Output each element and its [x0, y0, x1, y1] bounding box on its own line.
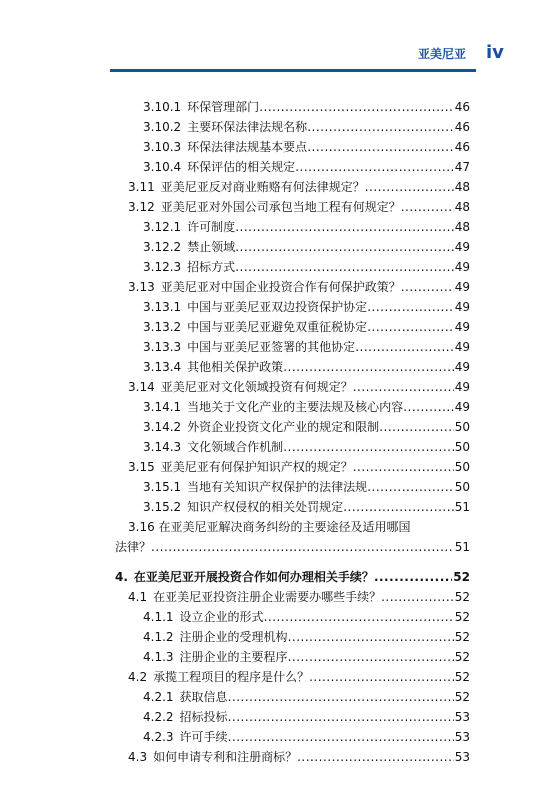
toc-entry[interactable] — [128, 517, 411, 537]
toc-entry-page: 51 — [454, 540, 470, 554]
toc-entry-continuation[interactable] — [115, 537, 470, 557]
toc-entry-title: 设立企业的形式 — [179, 610, 264, 624]
dot-leader — [374, 567, 452, 587]
toc-entry-title: 许可制度 — [187, 220, 236, 234]
toc-entry-page: 48 — [454, 220, 470, 234]
toc-entry[interactable] — [128, 377, 470, 397]
toc-entry-title: 中国与亚美尼亚避免双重征税协定 — [187, 320, 368, 334]
toc-entry-title: 获取信息 — [179, 690, 228, 704]
dot-leader — [295, 157, 454, 177]
toc-entry-number: 4.2 — [128, 670, 148, 684]
dot-leader — [235, 257, 454, 277]
toc-entry-page: 48 — [454, 200, 470, 214]
toc-entry-page: 49 — [454, 240, 470, 254]
toc-entry-title: 知识产权侵权的相关处罚规定 — [187, 500, 344, 514]
dot-leader — [235, 217, 454, 237]
toc-entry-title: 招标方式 — [187, 260, 236, 274]
dot-leader — [379, 417, 454, 437]
toc-entry-number: 3.10.1 — [143, 100, 182, 114]
toc-entry-page: 46 — [454, 100, 470, 114]
dot-leader — [264, 607, 454, 627]
toc-entry-page: 52 — [453, 570, 470, 584]
toc-entry-title: 亚美尼亚对中国企业投资合作有何保护政策？ — [160, 280, 401, 294]
toc-entry-title: 招标投标 — [179, 710, 228, 724]
toc-entry-page: 52 — [454, 610, 470, 624]
toc-entry[interactable] — [143, 627, 470, 647]
toc-entry-page: 49 — [454, 340, 470, 354]
toc-entry[interactable] — [143, 727, 470, 747]
toc-entry-page: 52 — [454, 590, 470, 604]
toc-entry-title: 在亚美尼亚开展投资合作如何办理相关手续？ — [133, 570, 374, 584]
toc-entry-page: 49 — [454, 320, 470, 334]
toc-entry-number: 3.15 — [128, 460, 155, 474]
dot-leader — [259, 97, 454, 117]
toc-entry-page: 51 — [454, 500, 470, 514]
toc-entry-number: 4.2.3 — [143, 730, 174, 744]
toc-entry[interactable] — [143, 607, 470, 627]
toc-entry-number: 3.13.1 — [143, 300, 182, 314]
toc-entry-title: 注册企业的受理机构 — [179, 630, 288, 644]
toc-entry-page: 53 — [454, 730, 470, 744]
toc-entry-title: 亚美尼亚对文化领域投资有何规定？ — [160, 380, 353, 394]
toc-entry[interactable] — [128, 747, 470, 767]
dot-leader — [151, 537, 454, 557]
toc-entry-title: 承揽工程项目的程序是什么？ — [153, 670, 310, 684]
toc-entry-number: 4.1.2 — [143, 630, 174, 644]
toc-entry-title-continued: 法律？ — [115, 540, 152, 554]
toc-entry-title: 在亚美尼亚解决商务纠纷的主要途径及适用哪国 — [158, 520, 411, 534]
toc-entry-number: 3.12.1 — [143, 220, 182, 234]
toc-entry-page: 53 — [454, 710, 470, 724]
toc-entry[interactable] — [143, 417, 470, 437]
toc-entry[interactable] — [143, 687, 470, 707]
dot-leader — [309, 667, 454, 687]
toc-entry-number: 3.14.1 — [143, 400, 182, 414]
toc-entry-page: 52 — [454, 690, 470, 704]
toc-entry-number: 4.1.3 — [143, 650, 174, 664]
toc-entry-title: 注册企业的主要程序 — [179, 650, 288, 664]
toc-entry-title: 亚美尼亚有何保护知识产权的规定？ — [160, 460, 353, 474]
toc-entry-page: 49 — [454, 300, 470, 314]
toc-entry-number: 3.14 — [128, 380, 155, 394]
toc-entry[interactable] — [143, 337, 470, 357]
toc-entry-page: 49 — [454, 360, 470, 374]
toc-entry-page: 53 — [454, 750, 470, 764]
toc-entry[interactable] — [143, 437, 470, 457]
toc-entry-page: 46 — [454, 140, 470, 154]
toc-entry[interactable] — [128, 277, 470, 297]
toc-entry-page: 46 — [454, 120, 470, 134]
toc-entry-title: 许可手续 — [179, 730, 228, 744]
toc-entry[interactable] — [143, 157, 470, 177]
toc-entry-title: 当地有关知识产权保护的法律法规 — [187, 480, 368, 494]
toc-entry-title: 亚美尼亚对外国公司承包当地工程有何规定？ — [160, 200, 401, 214]
dot-leader — [297, 747, 454, 767]
dot-leader — [283, 357, 454, 377]
toc-entry-number: 3.10.3 — [143, 140, 182, 154]
toc-entry-title: 其他相关保护政策 — [187, 360, 284, 374]
dot-leader — [228, 707, 454, 727]
toc-entry-number: 3.10.2 — [143, 120, 182, 134]
toc-entry[interactable] — [143, 497, 470, 517]
toc-entry-number: 4.2.2 — [143, 710, 174, 724]
toc-entry-title: 在亚美尼亚投资注册企业需要办哪些手续？ — [153, 590, 382, 604]
dot-leader — [288, 647, 454, 667]
toc-entry-page: 49 — [454, 280, 470, 294]
toc-entry-number: 4. — [115, 570, 128, 584]
dot-leader — [381, 587, 454, 607]
toc-entry-page: 49 — [454, 380, 470, 394]
toc-entry-title: 中国与亚美尼亚双边投资保护协定 — [187, 300, 368, 314]
dot-leader — [288, 627, 454, 647]
toc-entry-number: 4.1.1 — [143, 610, 174, 624]
dot-leader — [367, 297, 454, 317]
toc-entry-number: 3.13.3 — [143, 340, 182, 354]
toc-entry[interactable] — [143, 137, 470, 157]
toc-entry[interactable] — [143, 397, 470, 417]
toc-entry-title: 环保管理部门 — [187, 100, 260, 114]
toc-entry-page: 50 — [454, 460, 470, 474]
toc-entry-number: 3.13 — [128, 280, 155, 294]
toc-entry-title: 文化领域合作机制 — [187, 440, 284, 454]
toc-entry-number: 3.13.2 — [143, 320, 182, 334]
toc-entry-number: 3.15.2 — [143, 500, 182, 514]
dot-leader — [355, 337, 454, 357]
dot-leader — [365, 177, 454, 197]
dot-leader — [228, 727, 454, 747]
toc-entry-page: 50 — [454, 480, 470, 494]
page-number: iv — [486, 42, 504, 63]
toc-entry-number: 3.14.2 — [143, 420, 182, 434]
toc-entry-title: 外资企业投资文化产业的规定和限制 — [187, 420, 380, 434]
toc-entry-number: 4.3 — [128, 750, 148, 764]
toc-entry-number: 3.13.4 — [143, 360, 182, 374]
toc-entry[interactable] — [143, 117, 470, 137]
toc-entry-page: 47 — [454, 160, 470, 174]
toc-entry[interactable] — [143, 237, 470, 257]
dot-leader — [353, 377, 454, 397]
toc-entry[interactable] — [128, 197, 470, 217]
dot-leader — [401, 197, 454, 217]
toc-entry-title: 如何申请专利和注册商标？ — [153, 750, 298, 764]
toc-entry-number: 3.14.3 — [143, 440, 182, 454]
toc-entry-title: 禁止领域 — [187, 240, 236, 254]
dot-leader — [228, 687, 454, 707]
toc-entry-number: 3.16 — [128, 520, 155, 534]
toc-entry-page: 52 — [454, 650, 470, 664]
dot-leader — [353, 457, 454, 477]
toc-entry[interactable] — [143, 257, 470, 277]
toc-entry-page: 48 — [454, 180, 470, 194]
dot-leader — [235, 237, 454, 257]
toc-entry-number: 3.12.3 — [143, 260, 182, 274]
toc-entry-number: 4.1 — [128, 590, 148, 604]
toc-entry[interactable] — [143, 707, 470, 727]
toc-entry-title: 亚美尼亚反对商业贿赂有何法律规定？ — [160, 180, 365, 194]
toc-entry-title: 主要环保法律法规名称 — [187, 120, 308, 134]
toc-entry[interactable] — [128, 457, 470, 477]
toc-entry-title: 环保法律法规基本要点 — [187, 140, 308, 154]
toc-entry[interactable] — [143, 477, 470, 497]
dot-leader — [367, 317, 454, 337]
dot-leader — [343, 497, 454, 517]
dot-leader — [403, 397, 454, 417]
toc-entry[interactable] — [128, 667, 470, 687]
toc-entry-page: 52 — [454, 630, 470, 644]
dot-leader — [307, 137, 454, 157]
dot-leader — [367, 477, 454, 497]
toc-entry-number: 3.12.2 — [143, 240, 182, 254]
toc-entry-page: 52 — [454, 670, 470, 684]
toc-entry-page: 49 — [454, 400, 470, 414]
toc-entry-number: 3.15.1 — [143, 480, 182, 494]
toc-entry-number: 3.12 — [128, 200, 155, 214]
toc-entry[interactable] — [143, 217, 470, 237]
dot-leader — [307, 117, 454, 137]
dot-leader — [401, 277, 454, 297]
toc-entry-title: 环保评估的相关规定 — [187, 160, 296, 174]
toc-entry[interactable] — [128, 587, 470, 607]
toc-entry[interactable] — [143, 357, 470, 377]
toc-entry[interactable] — [128, 177, 470, 197]
toc-entry[interactable] — [143, 97, 470, 117]
toc-entry-page: 49 — [454, 260, 470, 274]
toc-entry-page: 50 — [454, 440, 470, 454]
toc-entry-title: 中国与亚美尼亚签署的其他协定 — [187, 340, 356, 354]
toc-entry-title: 当地关于文化产业的主要法规及核心内容 — [187, 400, 404, 414]
toc-entry[interactable] — [143, 647, 470, 667]
toc-entry[interactable] — [143, 297, 470, 317]
toc-entry-page: 50 — [454, 420, 470, 434]
toc-entry[interactable] — [115, 567, 470, 587]
toc-entry-number: 3.11 — [128, 180, 155, 194]
header-title: 亚美尼亚 — [418, 47, 467, 61]
toc-entry-number: 4.2.1 — [143, 690, 174, 704]
toc-entry-number: 3.10.4 — [143, 160, 182, 174]
dot-leader — [283, 437, 454, 457]
header-divider — [110, 69, 476, 72]
toc-entry[interactable] — [143, 317, 470, 337]
